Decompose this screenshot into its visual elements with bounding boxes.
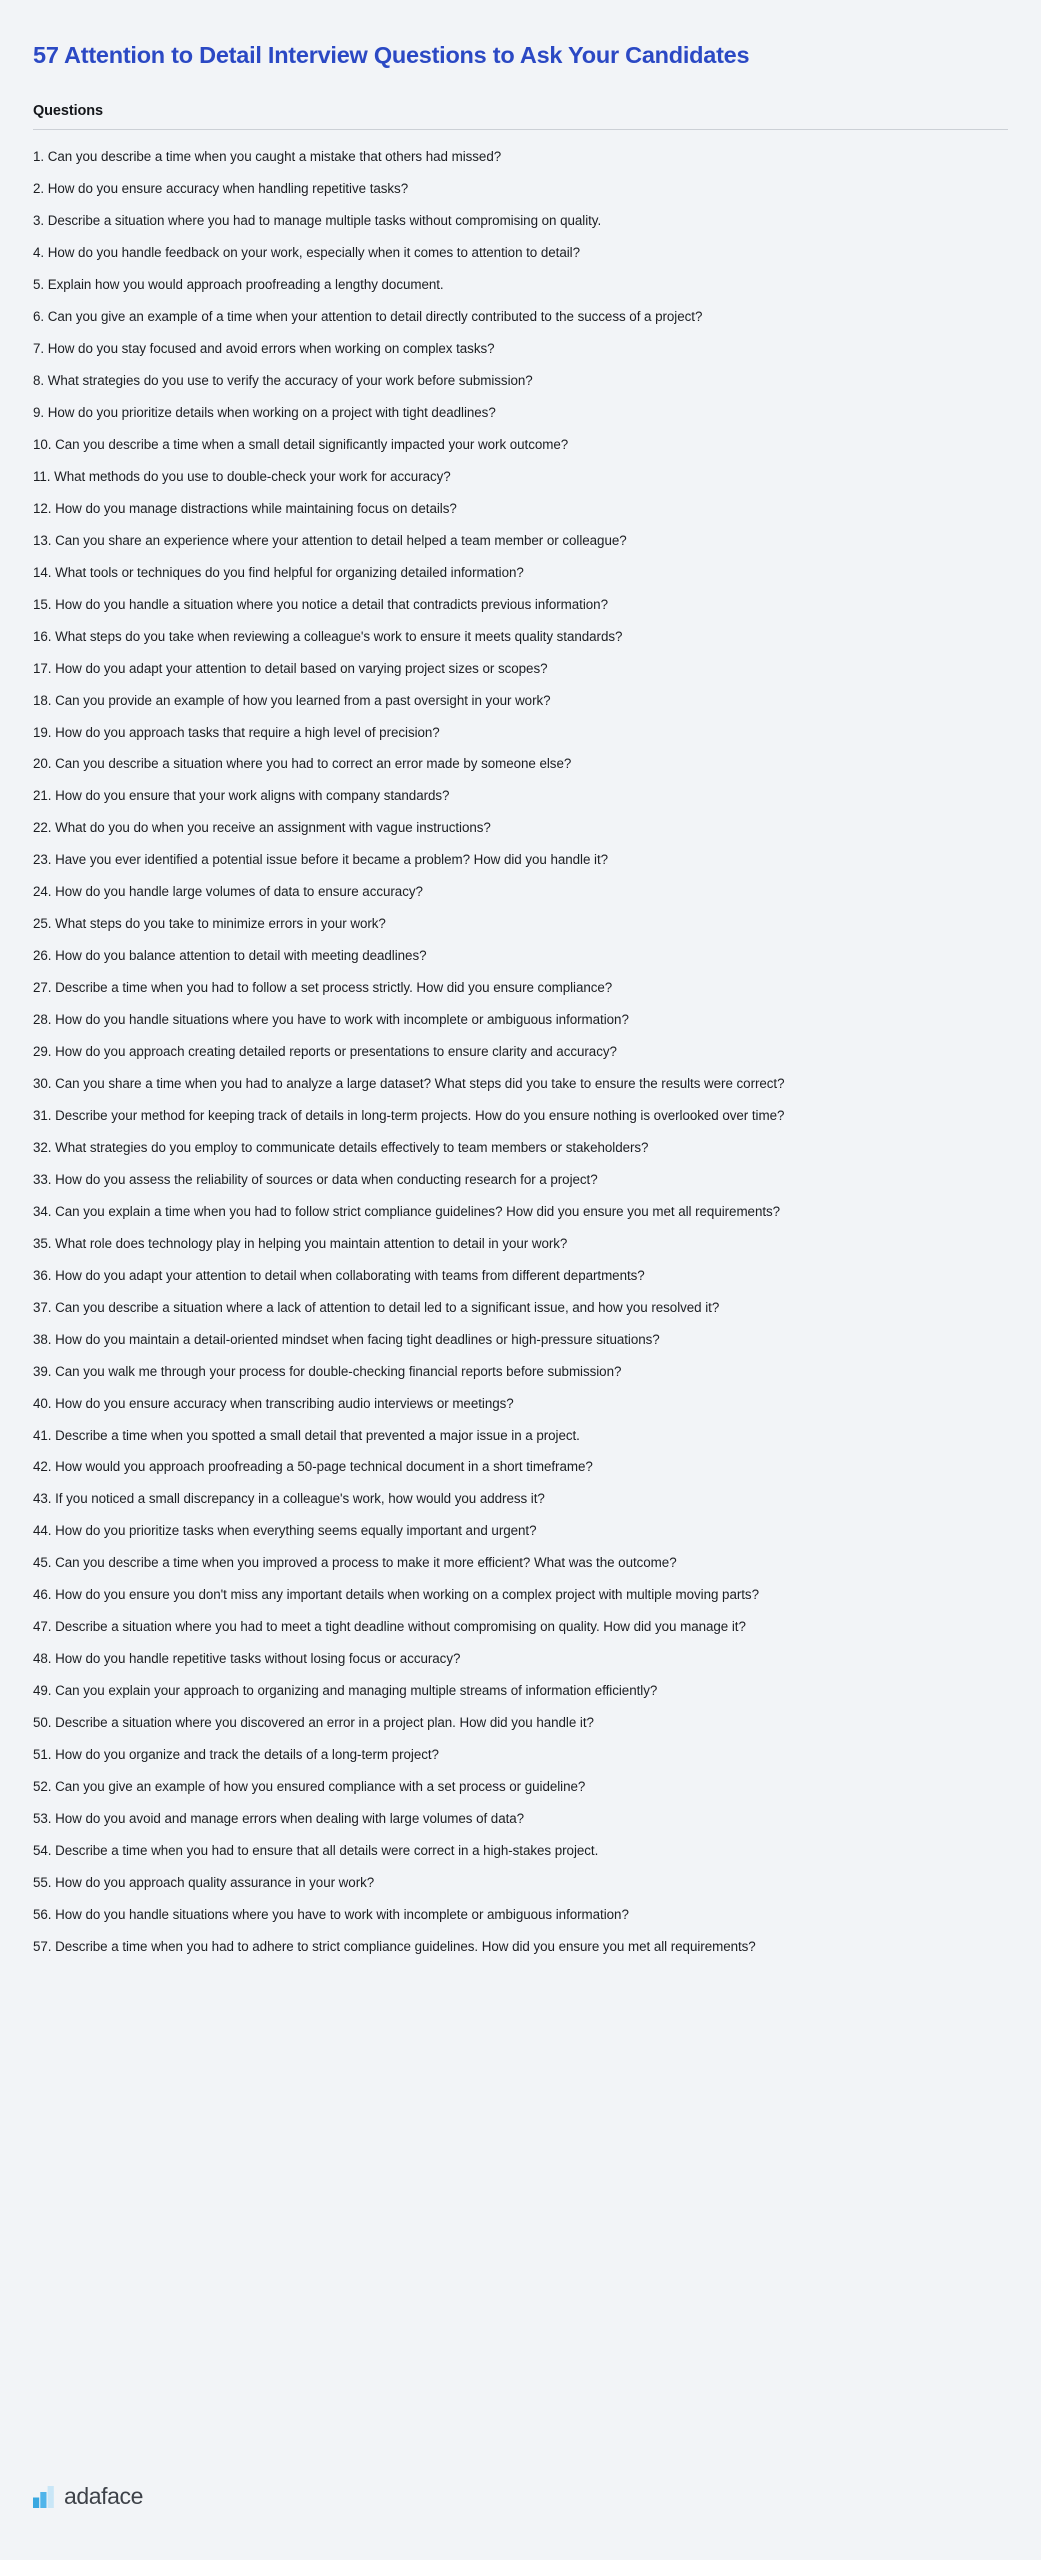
- question-number: 43.: [33, 1491, 52, 1507]
- question-text: What do you do when you receive an assignment with vague instructions?: [55, 820, 491, 836]
- question-text: How do you ensure accuracy when transcribing audio interviews or meetings?: [55, 1395, 514, 1411]
- question-item: [33, 1394, 953, 1413]
- question-number: 14.: [33, 564, 52, 580]
- question-text: How do you handle feedback on your work, especially when it comes to attention to detail?: [47, 245, 580, 261]
- question-text: Describe a time when you had to adhere to strict compliance guidelines. How did you ensure you met all requirements?: [55, 1938, 756, 1954]
- question-text: How do you handle situations where you have to work with incomplete or ambiguous information?: [55, 1906, 629, 1922]
- question-text: Can you share an experience where your attention to detail helped a team member or colleague?: [55, 532, 627, 548]
- question-item: [33, 1074, 953, 1093]
- question-text: How do you ensure you don't miss any important details when working on a complex project with multiple moving parts?: [55, 1587, 759, 1603]
- question-text: How do you maintain a detail-oriented mindset when facing tight deadlines or high-pressure situations?: [55, 1331, 660, 1347]
- question-item: [33, 786, 953, 805]
- question-number: 29.: [33, 1044, 52, 1060]
- question-item: [33, 850, 953, 869]
- question-number: 30.: [33, 1076, 52, 1092]
- question-item: [33, 1617, 953, 1636]
- question-number: 37.: [33, 1299, 52, 1315]
- question-item: [33, 531, 953, 550]
- question-number: 46.: [33, 1587, 52, 1603]
- question-item: [33, 946, 953, 965]
- question-item: [33, 243, 953, 262]
- question-item: [33, 499, 953, 518]
- question-number: 32.: [33, 1139, 52, 1155]
- question-item: [33, 1266, 953, 1285]
- question-item: [33, 211, 953, 230]
- question-text: How do you ensure that your work aligns with company standards?: [55, 788, 450, 804]
- question-item: [33, 818, 953, 837]
- question-item: [33, 1937, 953, 1956]
- question-text: How do you stay focused and avoid errors when working on complex tasks?: [47, 341, 495, 357]
- question-item: [33, 1745, 953, 1764]
- question-item: [33, 882, 953, 901]
- question-text: Can you give an example of a time when your attention to detail directly contributed to the success of a project?: [47, 309, 703, 325]
- question-number: 45.: [33, 1555, 52, 1571]
- question-number: 31.: [33, 1107, 52, 1123]
- question-item: [33, 1521, 953, 1540]
- question-number: 9.: [33, 405, 45, 420]
- question-text: How do you handle a situation where you notice a detail that contradicts previous information?: [55, 596, 608, 612]
- question-item: [33, 1234, 953, 1253]
- question-number: 34.: [33, 1203, 52, 1219]
- question-number: 54.: [33, 1842, 52, 1858]
- question-text: What tools or techniques do you find helpful for organizing detailed information?: [55, 564, 524, 580]
- question-item: [33, 754, 953, 773]
- question-text: How do you approach quality assurance in your work?: [55, 1874, 375, 1890]
- question-text: How do you handle repetitive tasks without losing focus or accuracy?: [55, 1651, 461, 1667]
- question-item: [33, 307, 953, 326]
- question-text: Can you describe a situation where you had to correct an error made by someone else?: [55, 756, 572, 772]
- question-text: Explain how you would approach proofreading a lengthy document.: [47, 277, 444, 293]
- question-item: [33, 1362, 953, 1381]
- question-number: 25.: [33, 916, 52, 932]
- question-number: 3.: [33, 213, 45, 229]
- question-text: Have you ever identified a potential issue before it became a problem? How did you handle it?: [55, 852, 609, 868]
- question-item: [33, 1170, 953, 1189]
- question-number: 16.: [33, 628, 52, 644]
- question-text: Describe a situation where you discovered an error in a project plan. How did you handle it?: [55, 1715, 594, 1731]
- question-number: 12.: [33, 500, 52, 516]
- question-item: [33, 1298, 953, 1317]
- question-number: 17.: [33, 660, 52, 676]
- question-number: 33.: [33, 1171, 52, 1187]
- question-number: 55.: [33, 1874, 52, 1890]
- question-text: How do you assess the reliability of sources or data when conducting research for a project?: [55, 1171, 598, 1187]
- question-item: [33, 659, 953, 678]
- question-text: What steps do you take when reviewing a colleague's work to ensure it meets quality standards?: [55, 628, 623, 644]
- question-item: [33, 1809, 953, 1828]
- question-text: How do you adapt your attention to detail when collaborating with teams from different departments?: [55, 1267, 645, 1283]
- question-item: [33, 1202, 953, 1221]
- question-item: [33, 371, 953, 390]
- question-item: [33, 467, 953, 486]
- question-item: [33, 723, 953, 742]
- question-number: 23.: [33, 852, 52, 868]
- question-text: Describe your method for keeping track of details in long-term projects. How do you ensure nothing is overlooked over time?: [55, 1107, 785, 1123]
- question-text: How do you approach tasks that require a high level of precision?: [55, 724, 440, 740]
- question-number: 8.: [33, 373, 45, 389]
- question-item: [33, 691, 953, 710]
- question-text: How do you ensure accuracy when handling repetitive tasks?: [47, 181, 409, 197]
- question-item: [33, 1905, 953, 1924]
- question-item: [33, 435, 953, 454]
- question-number: 40.: [33, 1395, 52, 1411]
- question-number: 19.: [33, 724, 52, 740]
- question-number: 1.: [33, 149, 45, 165]
- question-item: [33, 1841, 953, 1860]
- question-item: [33, 1553, 953, 1572]
- question-text: How do you handle large volumes of data to ensure accuracy?: [55, 884, 423, 900]
- question-item: [33, 1713, 953, 1732]
- question-item: [33, 1330, 953, 1349]
- question-number: 38.: [33, 1331, 52, 1347]
- page-title: 57 Attention to Detail Interview Questions to Ask Your Candidates: [33, 42, 750, 68]
- question-number: 26.: [33, 948, 52, 964]
- question-item: [33, 1489, 953, 1508]
- question-item: [33, 403, 953, 422]
- question-item: [33, 1457, 953, 1476]
- question-number: 35.: [33, 1235, 52, 1251]
- question-item: [33, 1426, 953, 1445]
- question-number: 13.: [33, 532, 52, 548]
- question-text: What strategies do you employ to communicate details effectively to team members or stakeholders?: [55, 1139, 649, 1155]
- question-number: 2.: [33, 181, 45, 197]
- question-number: 27.: [33, 980, 52, 996]
- question-number: 39.: [33, 1363, 52, 1379]
- question-item: [33, 179, 953, 198]
- question-text: How do you balance attention to detail with meeting deadlines?: [55, 948, 427, 964]
- question-number: 5.: [33, 277, 45, 293]
- question-number: 24.: [33, 884, 52, 900]
- question-number: 36.: [33, 1267, 52, 1283]
- question-number: 56.: [33, 1906, 52, 1922]
- question-text: What methods do you use to double-check your work for accuracy?: [54, 468, 451, 484]
- brand-name: adaface: [64, 2483, 144, 2509]
- question-text: Can you describe a time when a small detail significantly impacted your work outcome?: [55, 436, 569, 452]
- question-text: What steps do you take to minimize errors in your work?: [55, 916, 386, 932]
- question-item: [33, 1873, 953, 1892]
- question-item: [33, 147, 953, 166]
- question-item: [33, 1681, 953, 1700]
- question-number: 53.: [33, 1810, 52, 1826]
- question-number: 20.: [33, 756, 52, 772]
- question-text: How do you prioritize tasks when everything seems equally important and urgent?: [55, 1523, 537, 1539]
- question-number: 50.: [33, 1715, 52, 1731]
- question-number: 42.: [33, 1459, 52, 1475]
- question-text: How do you avoid and manage errors when dealing with large volumes of data?: [55, 1810, 525, 1826]
- question-text: How do you prioritize details when working on a project with tight deadlines?: [47, 405, 496, 420]
- question-text: How do you handle situations where you have to work with incomplete or ambiguous information?: [55, 1012, 629, 1028]
- question-number: 48.: [33, 1651, 52, 1667]
- questions-list: [33, 130, 1008, 1956]
- question-text: Describe a situation where you had to manage multiple tasks without compromising on quality.: [47, 213, 602, 229]
- question-item: [33, 914, 953, 933]
- question-text: Can you explain a time when you had to follow strict compliance guidelines? How did you ensure you met all requirements?: [55, 1203, 781, 1219]
- question-number: 41.: [33, 1427, 52, 1443]
- question-item: [33, 1649, 953, 1668]
- question-text: Can you describe a time when you caught a mistake that others had missed?: [47, 149, 502, 165]
- question-number: 44.: [33, 1523, 52, 1539]
- question-number: 7.: [33, 341, 45, 357]
- question-text: How do you approach creating detailed reports or presentations to ensure clarity and accuracy?: [55, 1044, 617, 1060]
- question-number: 6.: [33, 309, 45, 325]
- question-text: How would you approach proofreading a 50-page technical document in a short timeframe?: [55, 1459, 593, 1475]
- question-number: 4.: [33, 245, 45, 261]
- question-item: [33, 275, 953, 294]
- question-item: [33, 1042, 953, 1061]
- question-text: Can you share a time when you had to analyze a large dataset? What steps did you take to ensure the results were correct?: [55, 1076, 785, 1092]
- question-item: [33, 627, 953, 646]
- question-number: 10.: [33, 436, 52, 452]
- question-number: 18.: [33, 692, 52, 708]
- question-text: If you noticed a small discrepancy in a colleague's work, how would you address it?: [55, 1491, 545, 1507]
- question-number: 21.: [33, 788, 52, 804]
- question-item: [33, 595, 953, 614]
- question-text: How do you organize and track the details of a long-term project?: [55, 1747, 439, 1763]
- question-text: Can you explain your approach to organizing and managing multiple streams of information efficiently?: [55, 1683, 658, 1699]
- question-text: How do you manage distractions while maintaining focus on details?: [55, 500, 457, 516]
- question-text: Describe a time when you spotted a small detail that prevented a major issue in a project.: [55, 1427, 580, 1443]
- bar-chart-logo-icon: [33, 2486, 55, 2508]
- question-text: Can you walk me through your process for double-checking financial reports before submission?: [55, 1363, 622, 1379]
- section-heading-questions: Questions: [33, 103, 103, 120]
- question-number: 11.: [33, 468, 51, 484]
- question-item: [33, 1585, 953, 1604]
- question-item: [33, 978, 953, 997]
- question-number: 52.: [33, 1778, 52, 1794]
- question-text: Can you describe a situation where a lack of attention to detail led to a significant issue, and how you resolved it?: [55, 1299, 720, 1315]
- question-item: [33, 1106, 953, 1125]
- question-text: Can you give an example of how you ensured compliance with a set process or guideline?: [55, 1778, 586, 1794]
- question-number: 49.: [33, 1683, 52, 1699]
- question-item: [33, 339, 953, 358]
- question-number: 28.: [33, 1012, 52, 1028]
- question-text: What role does technology play in helping you maintain attention to detail in your work?: [55, 1235, 568, 1251]
- question-text: How do you adapt your attention to detail based on varying project sizes or scopes?: [55, 660, 548, 676]
- question-number: 47.: [33, 1619, 52, 1635]
- question-item: [33, 1777, 953, 1796]
- question-item: [33, 1010, 953, 1029]
- question-text: Can you describe a time when you improved a process to make it more efficient? What was the outcome?: [55, 1555, 677, 1571]
- question-number: 51.: [33, 1747, 52, 1763]
- question-number: 15.: [33, 596, 52, 612]
- question-text: Describe a time when you had to follow a set process strictly. How did you ensure compliance?: [55, 980, 613, 996]
- question-text: Describe a time when you had to ensure that all details were correct in a high-stakes project.: [55, 1842, 599, 1858]
- question-text: Can you provide an example of how you learned from a past oversight in your work?: [55, 692, 551, 708]
- question-item: [33, 1138, 953, 1157]
- question-text: What strategies do you use to verify the accuracy of your work before submission?: [47, 373, 533, 389]
- question-text: Describe a situation where you had to meet a tight deadline without compromising on quality. How did you manage it?: [55, 1619, 746, 1635]
- question-item: [33, 563, 953, 582]
- footer-branding: [33, 2485, 143, 2508]
- question-number: 57.: [33, 1938, 52, 1954]
- question-number: 22.: [33, 820, 52, 836]
